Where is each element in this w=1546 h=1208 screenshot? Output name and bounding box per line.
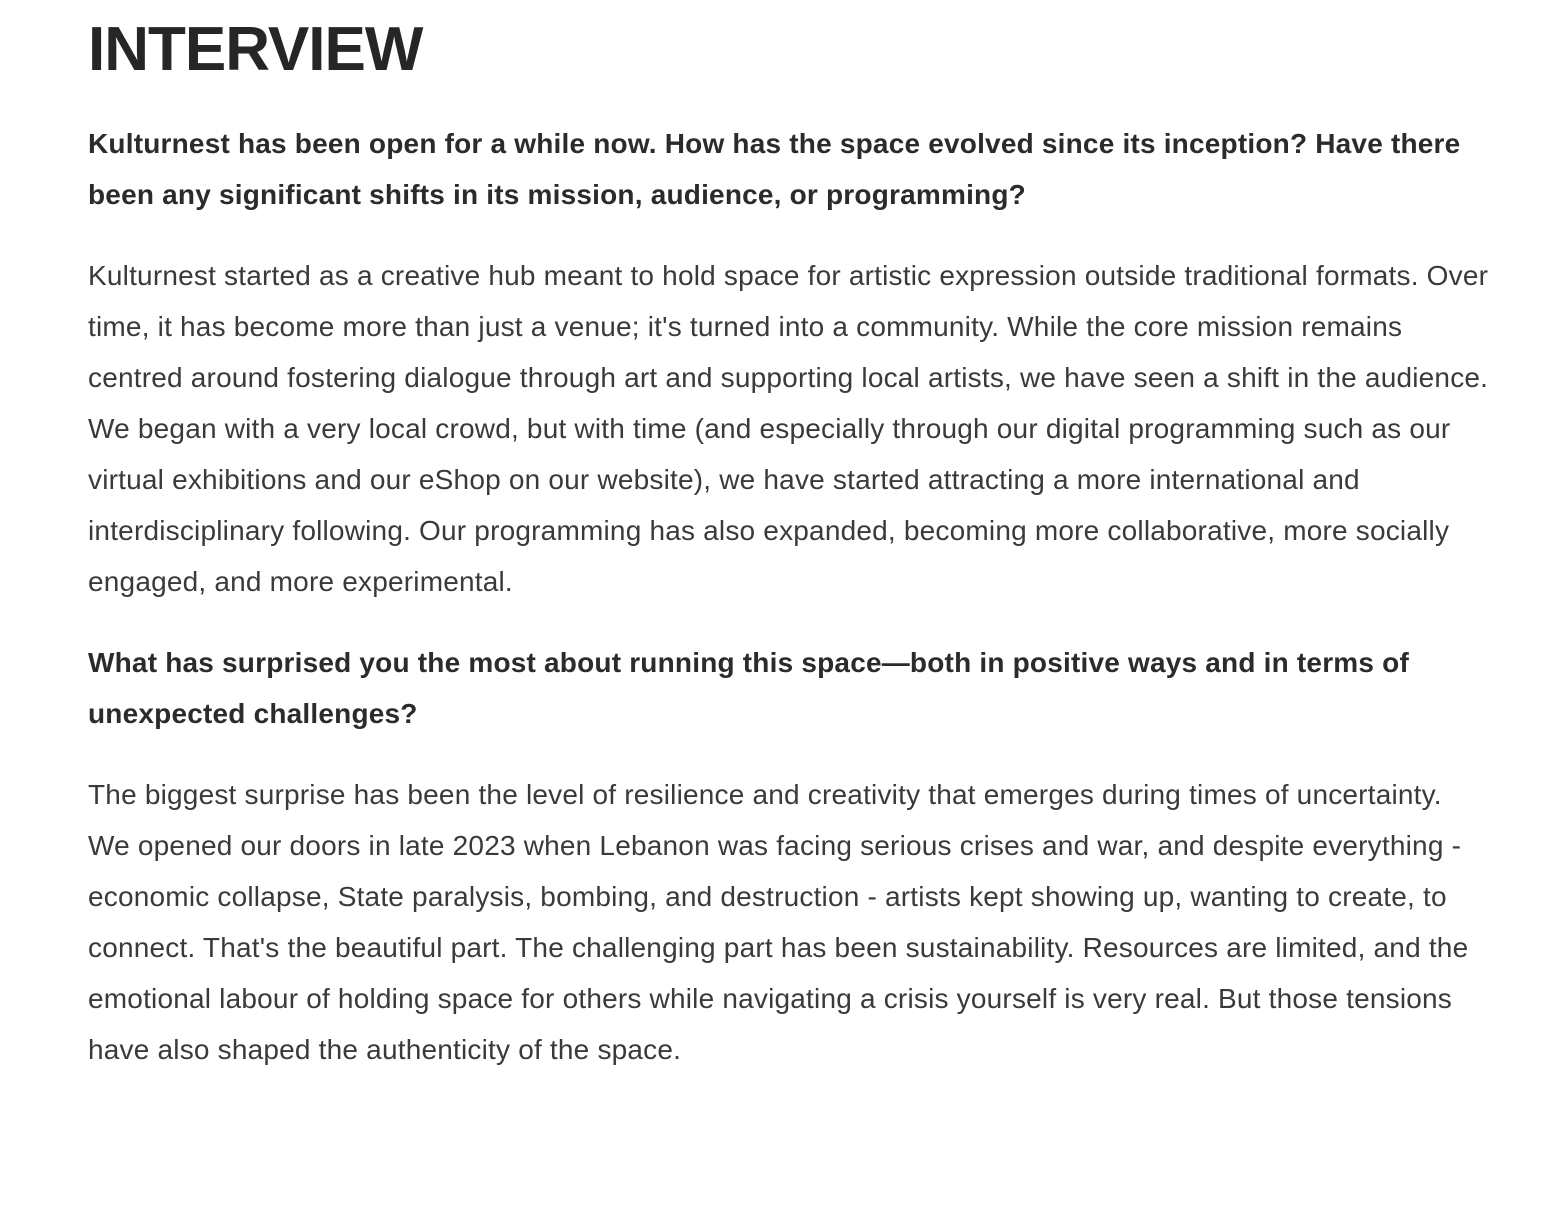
interview-question-2: What has surprised you the most about running this space—both in positive ways and in terms of unexpected challenges? xyxy=(88,647,1409,730)
interview-question-1: Kulturnest has been open for a while now. How has the space evolved since its inception? Have there been any significant shifts in its mission, audience, or programming? xyxy=(88,128,1461,211)
page-title: INTERVIEW xyxy=(88,15,423,84)
interview-answer-1: Kulturnest started as a creative hub meant to hold space for artistic expression outside traditional formats. Over time, it has become more than just a venue; it's turned into a community. While the core mission remains centred around fostering dialogue through art and supporting local artists, we have seen a shift in the audience. We began with a very local crowd, but with time (and especially through our digital programming such as our virtual exhibitions and our eShop on our website), we have started attracting a more international and interdisciplinary following. Our programming has also expanded, becoming more collaborative, more socially engaged, and more experimental. xyxy=(88,260,1489,598)
interview-answer-2: The biggest surprise has been the level of resilience and creativity that emerges during times of uncertainty. We opened our doors in late 2023 when Lebanon was facing serious crises and war, and despite everything - economic collapse, State paralysis, bombing, and destruction - artists kept showing up, wanting to create, to connect. That's the beautiful part. The challenging part has been sustainability. Resources are limited, and the emotional labour of holding space for others while navigating a crisis yourself is very real. But those tensions have also shaped the authenticity of the space. xyxy=(88,779,1469,1066)
